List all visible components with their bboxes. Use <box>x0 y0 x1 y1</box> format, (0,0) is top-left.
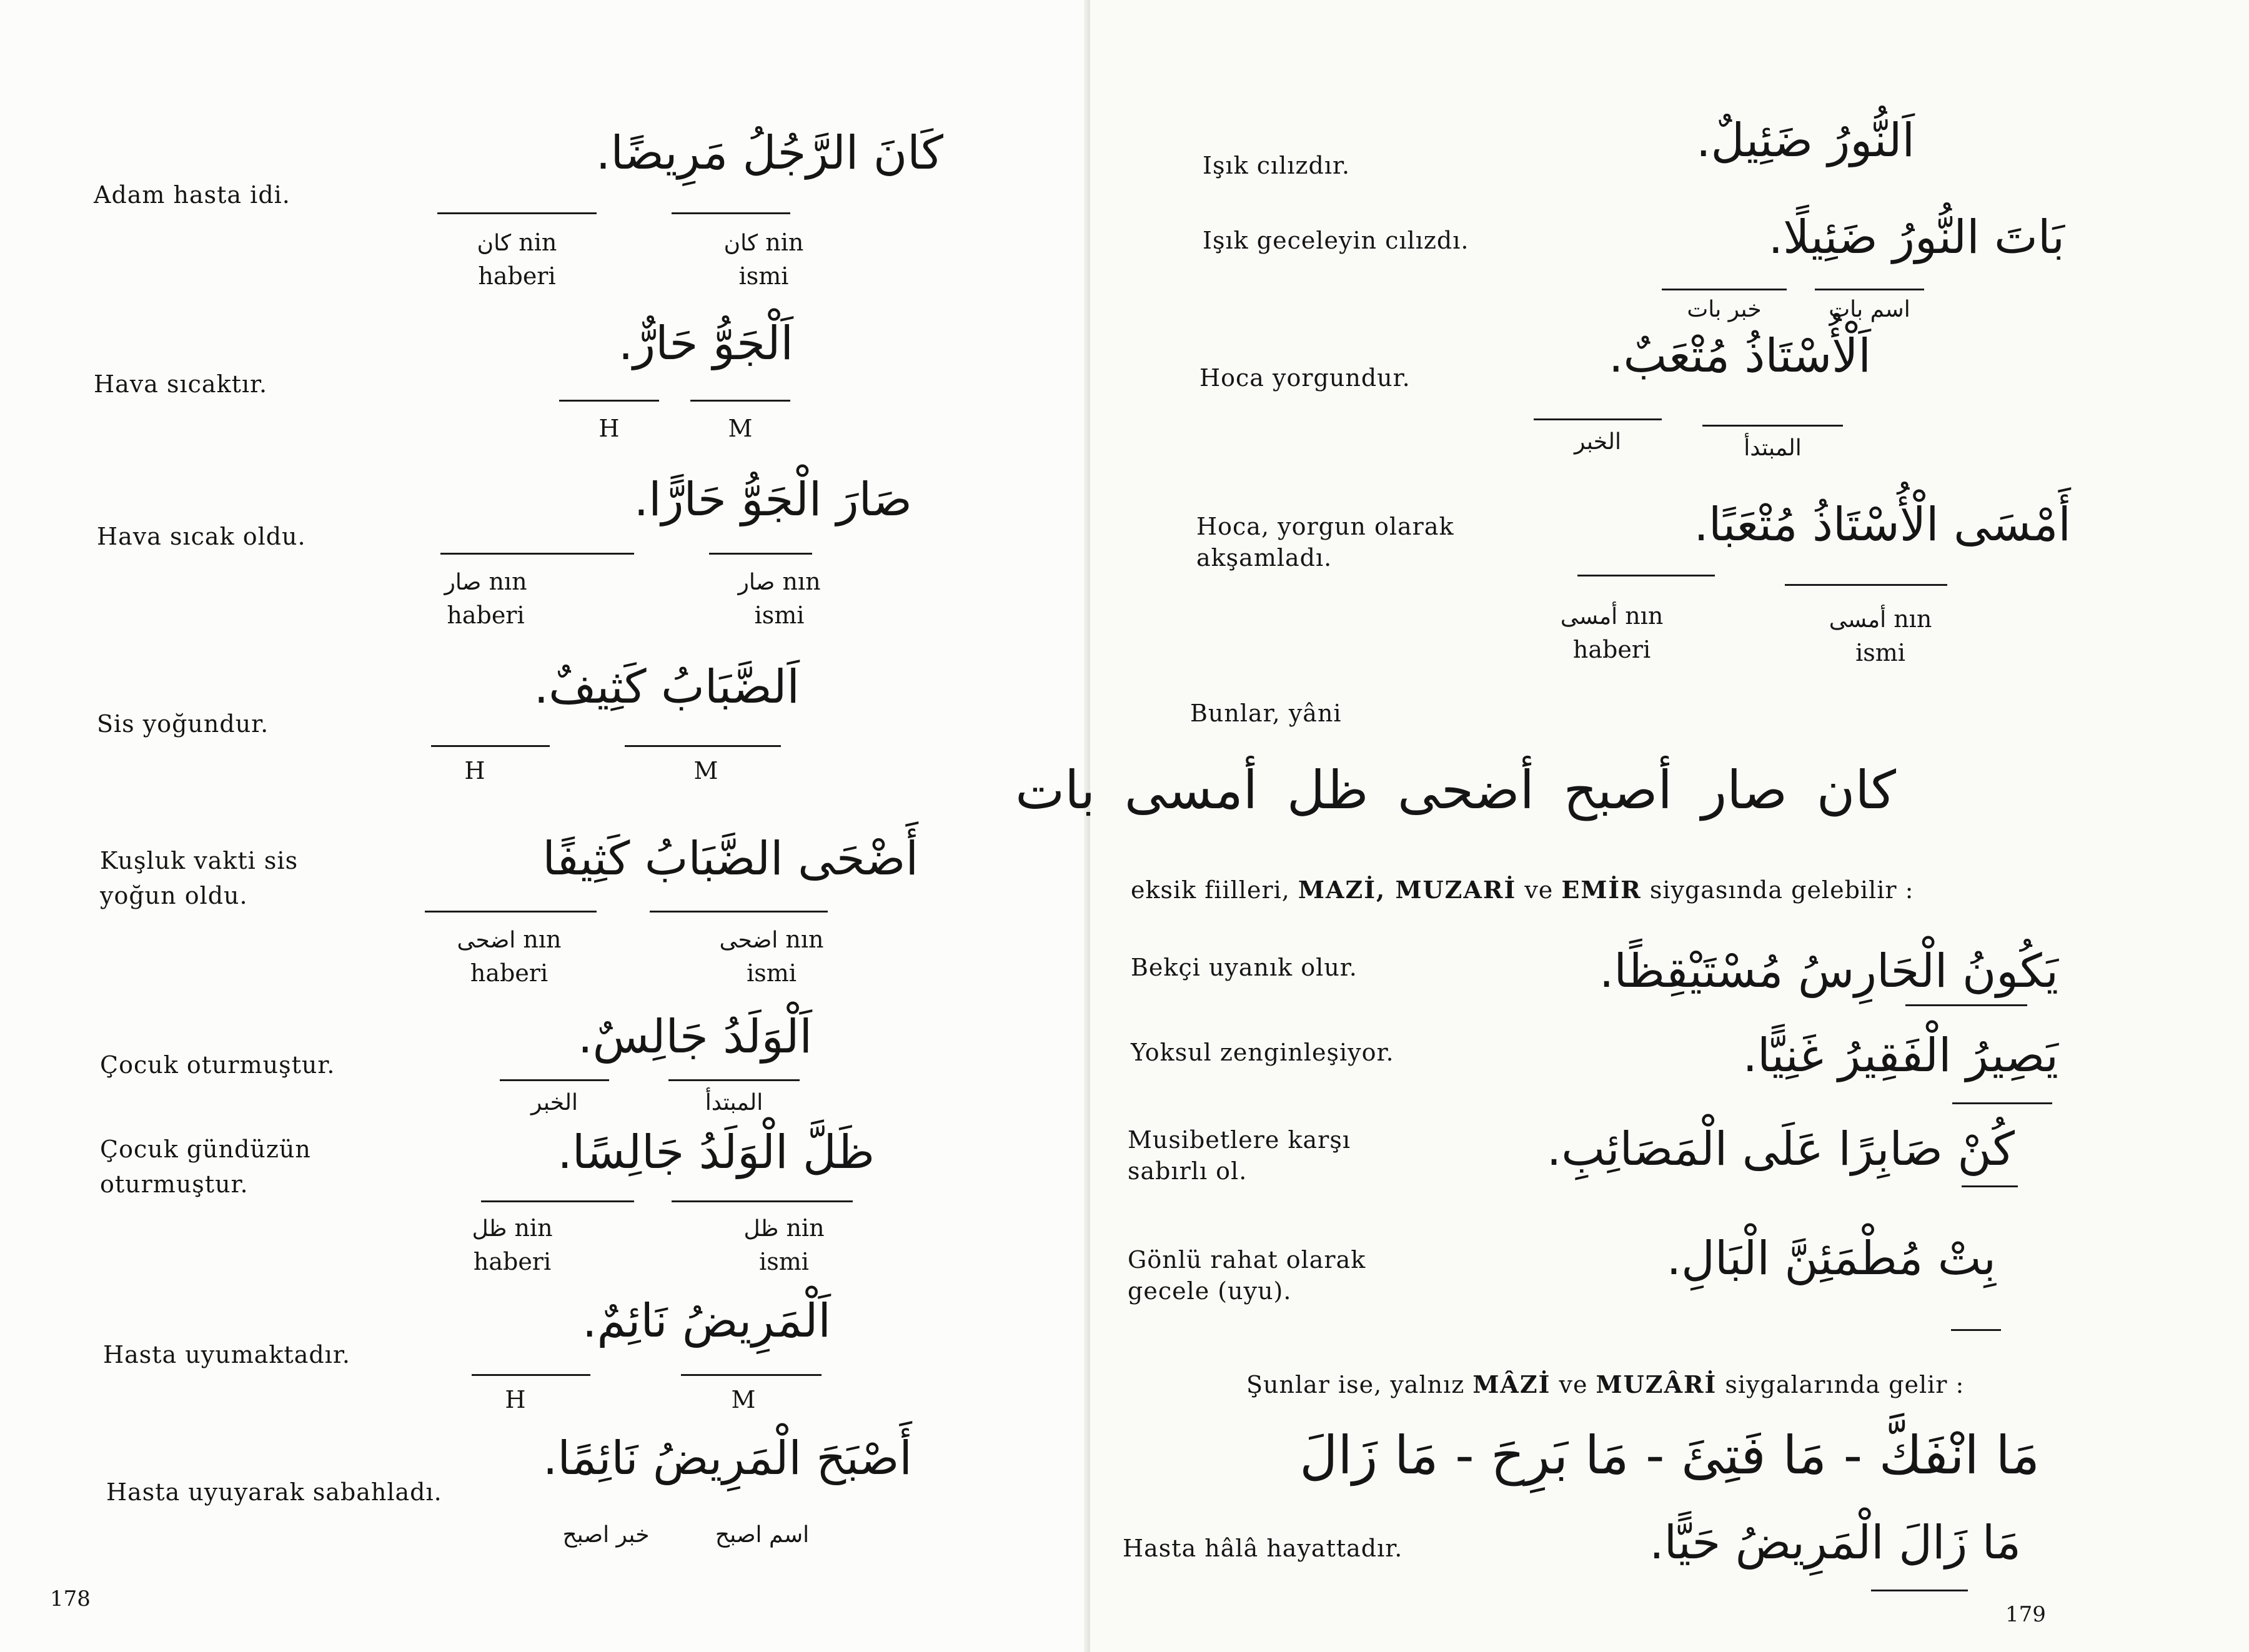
verb-list: كان صار أصبح أضحى ظل أمسى بات <box>1015 759 1896 821</box>
underline <box>1577 575 1715 576</box>
turkish-sentence: Kuşluk vakti sis yoğun oldu. <box>100 847 299 909</box>
turkish-sentence: Hasta uyuyarak sabahladı. <box>106 1478 442 1506</box>
verb-list-2: مَا انْفَكَّ - مَا فَتِئَ - مَا بَرِحَ - مَا زَالَ <box>1299 1425 2040 1486</box>
underline <box>440 553 634 555</box>
underline <box>425 911 597 913</box>
arabic-sentence: بِتْ مُطْمَئِنَّ الْبَالِ. <box>1666 1232 1996 1285</box>
grammar-label: أمسى nın ismi <box>1829 605 1932 666</box>
underline <box>1785 584 1947 586</box>
underline <box>650 911 828 913</box>
grammar-label: M <box>728 415 753 442</box>
arabic-sentence: مَا زَالَ الْمَرِيضُ حَيًّا. <box>1649 1516 2021 1570</box>
turkish-sentence: Çocuk oturmuştur. <box>100 1051 335 1079</box>
underline <box>681 1374 822 1376</box>
arabic-sentence: اَلْمَرِيضُ نَائِمٌ. <box>582 1294 831 1348</box>
underline <box>1534 418 1662 420</box>
grammar-label: المبتدأ <box>705 1090 763 1115</box>
turkish-sentence: Hasta uyumaktadır. <box>103 1341 350 1368</box>
arabic-sentence: اَلْجَوُّ حَارٌّ. <box>618 317 793 370</box>
explanation-text: Şunlar ise, yalnız MÂZİ ve MUZÂRİ siygalarında gelir : <box>1246 1370 1965 1398</box>
grammar-label: ظل nin ismi <box>743 1214 825 1275</box>
page-number: 178 <box>50 1586 91 1611</box>
underline <box>1815 289 1924 290</box>
turkish-sentence: Hasta hâlâ hayattadır. <box>1123 1535 1403 1562</box>
grammar-label: الخبر <box>1574 429 1621 455</box>
underline <box>709 553 812 555</box>
grammar-label: الخبر <box>531 1090 578 1115</box>
turkish-sentence: Çocuk gündüzün oturmuştur. <box>100 1135 311 1198</box>
intro-text: Bunlar, yâni <box>1190 700 1342 727</box>
grammar-label: المبتدأ <box>1744 435 1802 461</box>
grammar-label: اضحى nın haberi <box>457 926 562 987</box>
underline <box>500 1079 609 1081</box>
arabic-sentence: ظَلَّ الْوَلَدُ جَالِسًا. <box>557 1125 875 1179</box>
turkish-sentence: Bekçi uyanık olur. <box>1131 954 1358 981</box>
left-page <box>0 0 1090 1652</box>
arabic-sentence: صَارَ الْجَوُّ حَارًّا. <box>633 473 912 527</box>
arabic-sentence: اَلضَّبَابُ كَثِيفٌ. <box>534 660 800 714</box>
turkish-sentence: Hava sıcaktır. <box>94 370 268 398</box>
underline <box>472 1374 590 1376</box>
arabic-sentence: يَكُونُ الْحَارِسُ مُسْتَيْقِظًا. <box>1599 944 2058 998</box>
grammar-label: كان nin ismi <box>723 229 804 290</box>
turkish-sentence: Hoca, yorgun olarak akşamladı. <box>1196 513 1454 571</box>
grammar-label: خبر اصبح <box>562 1522 650 1548</box>
grammar-label: اسم بات <box>1829 297 1910 322</box>
arabic-sentence: أَمْسَى الْأُسْتَاذُ مُتْعَبًا. <box>1694 498 2071 551</box>
arabic-sentence: أَصْبَحَ الْمَرِيضُ نَائِمًا. <box>542 1432 912 1485</box>
turkish-sentence: Hoca yorgundur. <box>1199 364 1411 392</box>
underline <box>1962 1185 2018 1187</box>
underline <box>481 1200 634 1202</box>
grammar-label: كان nin haberi <box>477 229 557 290</box>
grammar-label: خبر بات <box>1687 297 1762 322</box>
underline <box>431 745 550 747</box>
arabic-sentence: كُنْ صَابِرًا عَلَى الْمَصَائِبِ. <box>1546 1122 2015 1176</box>
grammar-label: اسم اصبح <box>715 1522 810 1548</box>
arabic-sentence: اَلْأُسْتَاذُ مُتْعَبٌ. <box>1609 329 1871 383</box>
underline <box>672 1200 853 1202</box>
underline <box>672 212 790 214</box>
grammar-label: M <box>693 757 718 784</box>
underline <box>1702 425 1843 427</box>
underline <box>668 1079 800 1081</box>
underline <box>625 745 781 747</box>
underline <box>690 400 790 402</box>
turkish-sentence: Adam hasta idi. <box>94 181 290 209</box>
turkish-sentence: Hava sıcak oldu. <box>97 523 306 550</box>
explanation-text: eksik fiilleri, MAZİ, MUZARİ ve EMİR siygasında gelebilir : <box>1131 876 1914 904</box>
underline <box>437 212 597 214</box>
underline <box>1952 1102 2052 1104</box>
underline <box>1662 289 1787 290</box>
turkish-sentence: Işık geceleyin cılızdı. <box>1203 227 1469 254</box>
grammar-label: صار nın ismi <box>738 568 821 629</box>
grammar-label: صار nın haberi <box>444 568 527 629</box>
arabic-sentence: بَاتَ النُّورُ ضَئِيلًا. <box>1768 210 2065 264</box>
page-number: 179 <box>2005 1602 2046 1627</box>
arabic-sentence: كَانَ الرَّجُلُ مَرِيضًا. <box>595 126 943 180</box>
turkish-sentence: Musibetlere karşı sabırlı ol. <box>1128 1126 1351 1185</box>
underline <box>1905 1004 2027 1006</box>
grammar-label: ظل nin haberi <box>472 1214 553 1275</box>
arabic-sentence: يَصِيرُ الْفَقِيرُ غَنِيًّا. <box>1742 1029 2058 1082</box>
grammar-label: H <box>598 415 620 442</box>
grammar-label: أمسى nın haberi <box>1560 602 1664 663</box>
arabic-sentence: أَضْحَى الضَّبَابُ كَثِيفًا <box>542 832 918 886</box>
right-page <box>1015 0 2249 1652</box>
arabic-sentence: اَلنُّورُ ضَئِيلٌ. <box>1696 114 1915 167</box>
arabic-sentence: اَلْوَلَدُ جَالِسٌ. <box>578 1010 812 1064</box>
grammar-label: H <box>464 757 485 784</box>
turkish-sentence: Gönlü rahat olarak gecele (uyu). <box>1128 1246 1366 1305</box>
underline <box>1871 1590 1968 1591</box>
grammar-label: M <box>731 1386 756 1413</box>
underline <box>1951 1329 2001 1331</box>
turkish-sentence: Işık cılızdır. <box>1203 152 1351 179</box>
grammar-label: اضحى nın ismi <box>719 926 824 987</box>
turkish-sentence: Sis yoğundur. <box>97 710 269 738</box>
grammar-label: H <box>505 1386 526 1413</box>
underline <box>559 400 659 402</box>
turkish-sentence: Yoksul zenginleşiyor. <box>1131 1039 1394 1066</box>
